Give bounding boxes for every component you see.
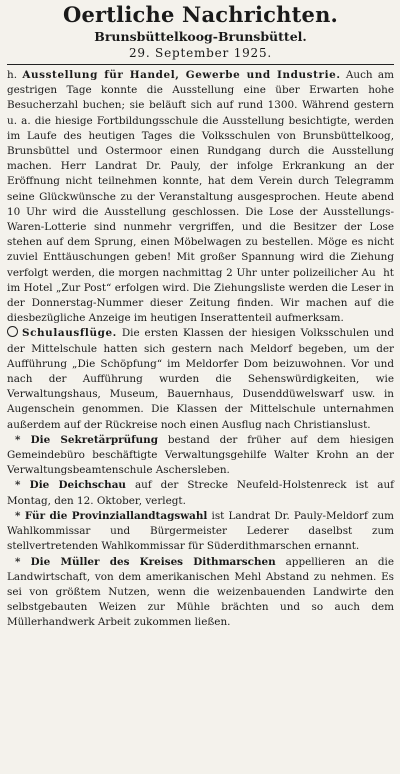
- article-prefix: h.: [7, 69, 17, 81]
- article-heading: Schulausflüge.: [22, 327, 117, 340]
- section-title: Oertliche Nachrichten.: [62, 2, 339, 27]
- article-heading: * Die Deichschau: [15, 479, 126, 492]
- article-mueller: [7, 555, 394, 631]
- article-heading: Ausstellung für Handel, Gewerbe und Industrie.: [22, 69, 341, 81]
- article-ausstellung: [7, 68, 394, 326]
- place-line: Brunsbüttelkoog-Brunsbüttel.: [94, 29, 307, 44]
- article-body: Auch am gestrigen Tage konnte die Ausstellung eine über Erwarten hohe Besucherzahl buchen; sie beläuft sich auf rund 1300. Während gestern u. a. die hiesige Fortbildungsschule die Ausstellung besichtigte, werden im Laufe des heutigen Tages die Volksschulen von Brunsbüttelkoog, Brunsbüttel und Ostermoor einen Rundgang durch die Ausstellung machen. Herr Landrat Dr. Pauly, der infolge Erkrankung an der Eröffnung nicht teilnehmen konnte, hat dem Verein durch Telegramm seine Glückwünsche zu der Veranstaltung ausgesprochen. Heute abend 10 Uhr wird die Ausstellung geschlossen. Die Lose der Ausstellungs-Waren-Lotterie sind nunmehr vergriffen, und die Besitzer der Lose stehen auf dem Sprung, einen Möbelwagen zu bestellen. Möge es nicht zuviel Enttäuschungen geben! Mit großer Spannung wird die Ziehung verfolgt werden, die morgen nachmittag 2 Uhr unter polizeilicher Au ​ ht im Hotel „Zur Post“ erfolgen wird. Die Ziehungsliste werden die Leser in der Donnerstag-Nummer dieser Zeitung finden. Wir machen auf die diesbezügliche Anzeige im heutigen Inserattenteil aufmerksam.: [7, 69, 394, 325]
- circle-bullet-icon: [7, 326, 18, 337]
- article-body: bestand der früher auf dem hiesigen Gemeindebüro beschäftigte Verwaltungsgehilfe Walter Krohn an der Verwaltungsbeamtenschule Aschersleben.: [7, 433, 394, 477]
- article-deichschau: [7, 478, 394, 508]
- article-body: Die ersten Klassen der hiesigen Volksschulen und der Mittelschule hatten sich gestern nach Meldorf begeben, um der Aufführung „Die Schöpfung“ im Meldorfer Dom beizuwohnen. Vor und nach der Aufführung wurden die Sehenswürdigkeiten, wie Verwaltungshaus, Museum, Bauernhaus, Dusenddüwelswarf usw. in Augenschein genommen. Die Klassen der Mittelschule unternahmen außerdem auf der Rückreise noch einen Ausflug nach Christianslust.: [7, 327, 394, 431]
- article-sekretaerpruefung: [7, 433, 394, 479]
- article-body: ist Landrat Dr. Pauly-Meldorf zum Wahlkommissar und Bürgermeister Lederer daselbst zum stellvertretenden Wahlkommissar für Süderdithmarschen ernannt.: [7, 509, 394, 553]
- article-heading: * Die Müller des Kreises Dithmarschen: [15, 555, 276, 568]
- article-heading: * Die Sekretärprüfung: [15, 433, 158, 446]
- date-line: 29. September 1925.: [128, 46, 273, 60]
- article-provinziallandtagswahl: [7, 509, 394, 555]
- header-rule: [7, 64, 394, 65]
- article-heading: * Für die Provinziallandtagswahl: [15, 509, 208, 522]
- article-schulausfluege: [7, 326, 394, 432]
- article-body: appellieren an die Landwirtschaft, von dem amerikanischen Mehl Abstand zu nehmen. Es sei von größtem Nutzen, wenn die weizenbauenden Landwirte den selbstgebauten Weizen zur Mühle brächten und so auch dem Müllerhandwerk Arbeit zukommen ließen.: [7, 555, 394, 629]
- article-body: auf der Strecke Neufeld-Holstenreck ist auf Montag, den 12. Oktober, verlegt.: [7, 479, 394, 507]
